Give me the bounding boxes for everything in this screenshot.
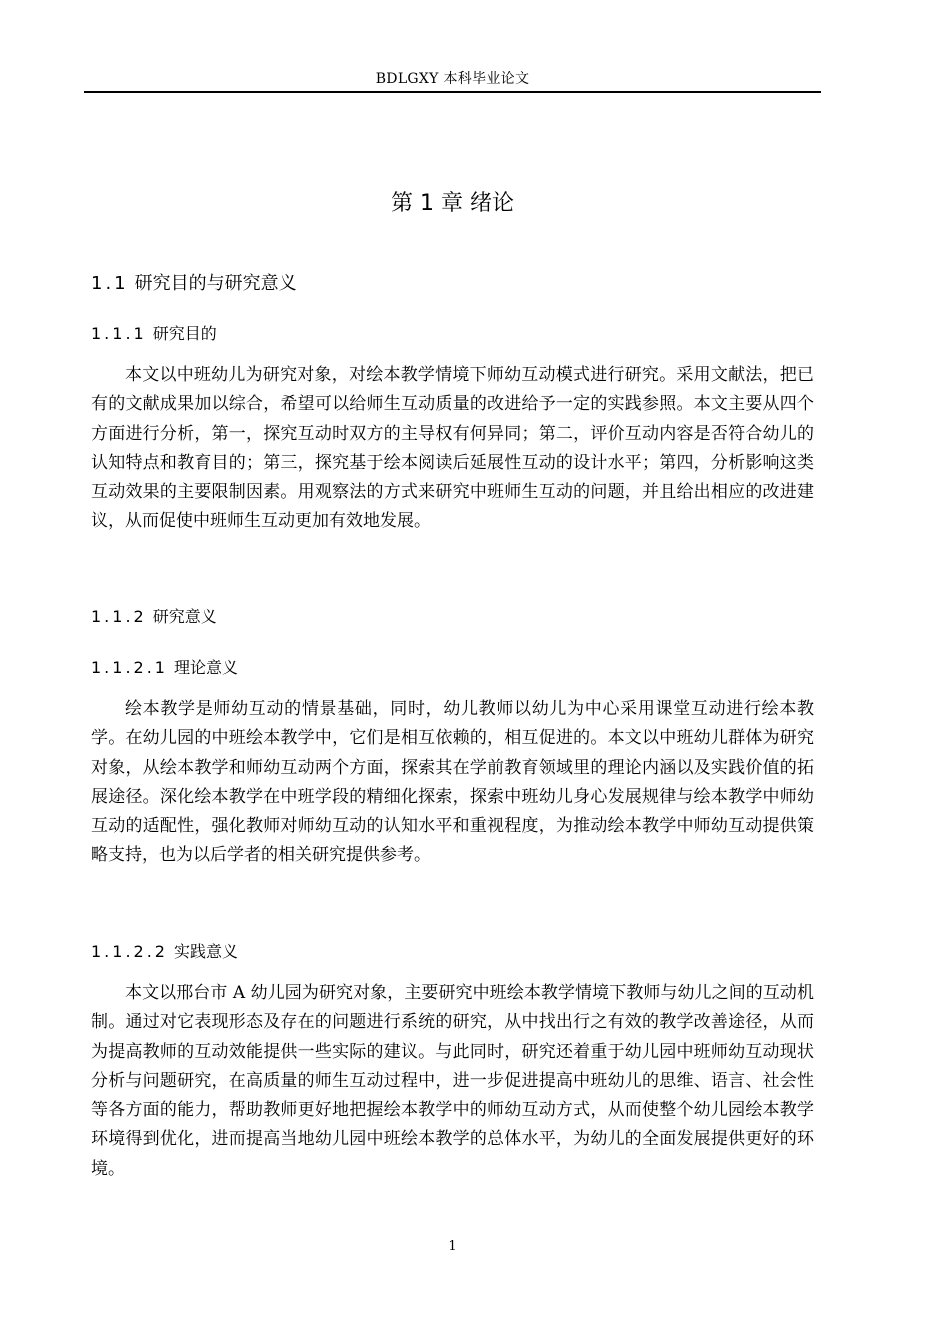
section-title: 研究意义	[152, 607, 217, 626]
section-title: 实践意义	[173, 942, 238, 961]
section-heading-1-1-1	[91, 323, 217, 345]
page-number: 1	[448, 1239, 457, 1254]
section-number: 1.1.2.2	[91, 942, 168, 961]
paragraph-practical-significance: 本文以邢台市 A 幼儿园为研究对象，主要研究中班绘本教学情境下教师与幼儿之间的互动机制。通过对它表现形态及存在的问题进行系统的研究，从中找出行之有效的教学改善途径，从而为提高教师的互动效能提供一些实际的建议。与此同时，研究还着重于幼儿园中班师幼互动现状分析与问题研究，在高质量的师生互动过程中，进一步促进提高中班幼儿的思维、语言、社会性等各方面的能力，帮助教师更好地把握绘本教学中的师幼互动方式，从而使整个幼儿园绘本教学环境得到优化，进而提高当地幼儿园中班绘本教学的总体水平，为幼儿的全面发展提供更好的环境。	[91, 983, 814, 1179]
chapter-title: 第 1 章 绪论	[391, 191, 514, 216]
section-heading-1-1-2-2	[91, 941, 238, 963]
section-number: 1.1.2	[91, 607, 147, 626]
section-title: 研究目的与研究意义	[134, 273, 297, 294]
section-number: 1.1	[91, 273, 129, 294]
section-heading-1-1	[91, 272, 297, 296]
section-number: 1.1.1	[91, 324, 147, 343]
paragraph-research-purpose: 本文以中班幼儿为研究对象，对绘本教学情境下师幼互动模式进行研究。采用文献法，把已有的文献成果加以综合，希望可以给师生互动质量的改进给予一定的实践参照。本文主要从四个方面进行分析，第一，探究互动时双方的主导权有何异同；第二，评价互动内容是否符合幼儿的认知特点和教育目的；第三，探究基于绘本阅读后延展性互动的设计水平；第四，分析影响这类互动效果的主要限制因素。用观察法的方式来研究中班师生互动的问题，并且给出相应的改进建议，从而促使中班师生互动更加有效地发展。	[91, 365, 814, 532]
section-title: 理论意义	[173, 658, 238, 677]
section-number: 1.1.2.1	[91, 658, 168, 677]
section-title: 研究目的	[152, 324, 217, 343]
paragraph-theoretical-significance: 绘本教学是师幼互动的情景基础，同时，幼儿教师以幼儿为中心采用课堂互动进行绘本教学。在幼儿园的中班绘本教学中，它们是相互依赖的，相互促进的。本文以中班幼儿群体为研究对象，从绘本教学和师幼互动两个方面，探索其在学前教育领域里的理论内涵以及实践价值的拓展途径。深化绘本教学在中班学段的精细化探索，探索中班幼儿身心发展规律与绘本教学中师幼互动的适配性，强化教师对师幼互动的认知水平和重视程度，为推动绘本教学中师幼互动提供策略支持，也为以后学者的相关研究提供参考。	[91, 699, 814, 866]
section-heading-1-1-2	[91, 606, 217, 628]
running-header: BDLGXY 本科毕业论文	[375, 71, 530, 87]
header-rule	[84, 91, 821, 93]
section-heading-1-1-2-1	[91, 657, 238, 679]
